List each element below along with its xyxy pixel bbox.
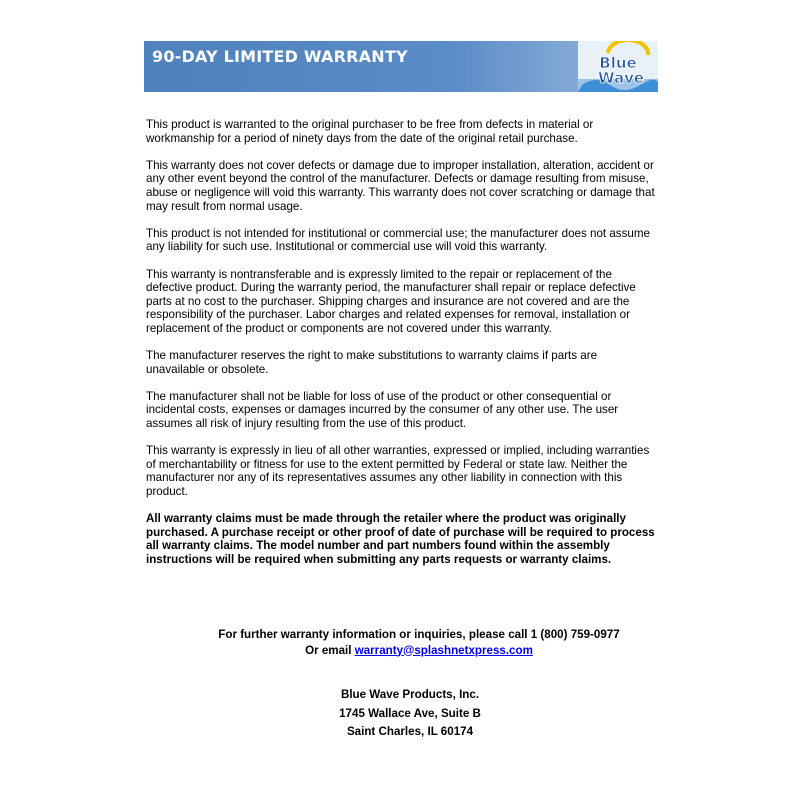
paragraph-nontransferable: This warranty is nontransferable and is expressly limited to the repair or replacement of the defective product. During the warranty period, the manufacturer shall repair or replace defective parts at no cost to the purchaser. Shipping charges and insurance are not covered and are the responsibility of the purchaser. Labor charges and related expenses for removal, installation or replacement of the product or components are not covered under this warranty. [146,267,636,335]
paragraph-commercial-use: This product is not intended for institutional or commercial use; the manufacturer does not assume any liability for such use. Institutional or commercial use will void this warranty. [146,226,650,254]
company-name: Blue Wave Products, Inc. [340,688,480,701]
company-address [260,686,560,742]
logo-text-blue: Blue [599,54,637,72]
paragraph-substitutions: The manufacturer reserves the right to make substitutions to warranty claims if parts are unavailable or obsolete. [146,349,598,376]
warranty-body [146,118,658,580]
logo-text-wave: Wave [597,69,645,87]
street-address: 1745 Wallace Ave, Suite B [339,706,481,720]
paragraph-exclusions: This warranty does not cover defects or damage due to improper installation, alteration, accident or any other event beyond the control of the manufacturer. Defects or damage resulting from misuse, abuse or negligence will void this warranty. This warranty does not cover scratching or damage that may result from normal usage. [146,158,655,213]
contact-email-line [146,643,692,659]
page-title: 90-DAY LIMITED WARRANTY [152,47,408,66]
blue-wave-logo [578,41,658,92]
claims-notice: All warranty claims must be made through the retailer where the product was originally purchased. A purchase receipt or other proof of date of purchase will be required to process all warranty claims. The model number and part numbers found within the assembly instructions will be required when submitting any parts requests or warranty claims. [146,512,655,566]
paragraph-liability: The manufacturer shall not be liable for loss of use of the product or other consequential or incidental costs, expenses or damages incurred by the consumer of any other use. The user assumes all risk of injury resulting from the use of this product. [146,389,619,431]
contact-phone-line: For further warranty information or inquiries, please call 1 (800) 759-0977 [218,628,620,641]
city-state-zip: Saint Charles, IL 60174 [346,725,474,738]
paragraph-coverage: This product is warranted to the original purchaser to be free from defects in material or workmanship for a period of ninety days from the date of the original retail purchase. [146,118,594,145]
paragraph-lieu-of-warranties: This warranty is expressly in lieu of all other warranties, expressed or implied, including warranties of merchantability or fitness for use to the extent permitted by Federal or state law. Neither the manufacturer nor any of its representatives assumes any other liability in connection with this product. [146,444,650,499]
contact-info [146,627,692,658]
email-link[interactable]: warranty@splashnetxpress.com [354,643,533,657]
email-prefix: Or email [305,643,355,657]
